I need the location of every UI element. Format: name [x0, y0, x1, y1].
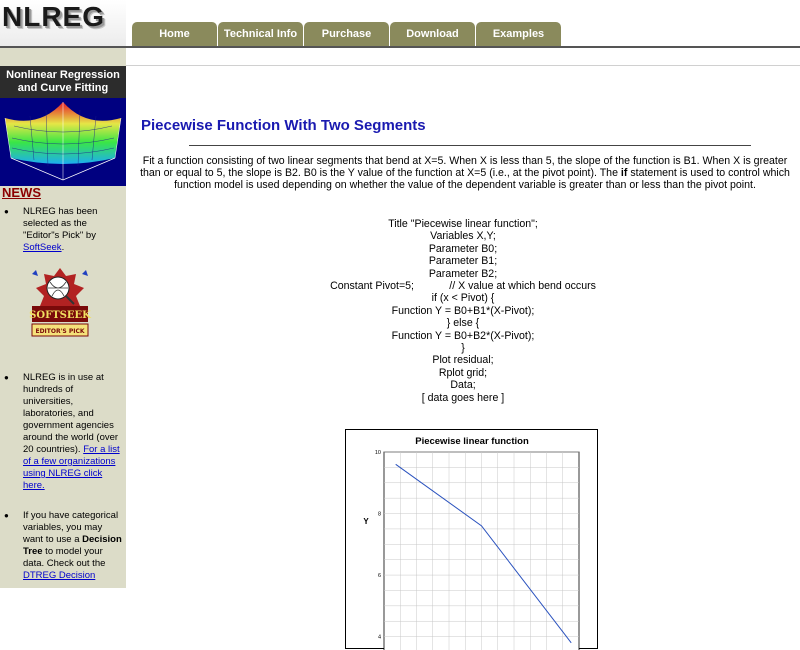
sidebar-title [0, 66, 126, 98]
logo-area [0, 0, 126, 46]
intro-keyword: if [620, 167, 628, 179]
tab-home[interactable]: Home [132, 22, 217, 46]
title-divider [189, 145, 751, 146]
code-line: } else { [446, 317, 480, 330]
news-item-text [23, 510, 123, 582]
logo[interactable]: NLREG [2, 1, 105, 32]
news-text-end: . [61, 242, 65, 253]
page-title: Piecewise Function With Two Segments [141, 117, 426, 134]
sidebar [0, 48, 126, 588]
news-text: If you have categorical variables, you may want to use a [23, 510, 119, 545]
code-line: Parameter B1; [428, 255, 498, 268]
tab-download[interactable]: Download [390, 22, 475, 46]
code-line: Rplot grid; [438, 366, 488, 379]
y-axis-ticks [375, 450, 381, 641]
header [0, 0, 800, 46]
intro-text: Fit a function consisting of two linear segments that bend at X=5. When X is less than 5, the slope of the function is B1. When X is greater than or equal to 5, the slope is B2. B0 is the Y value of the function at X=5 (i.e., at the pivot point). The [140, 155, 788, 179]
news-item-text [23, 372, 123, 492]
main-content [126, 48, 800, 641]
badge-brand-text: SOFTSEEK [29, 310, 91, 321]
code-line: Data; [450, 379, 476, 392]
badge-caption-text: EDITOR'S PICK [35, 328, 85, 335]
code-line: Function Y = B0+B2*(X-Pivot); [391, 329, 535, 342]
code-line: Constant Pivot=5; // X value at which bend occurs [330, 280, 596, 292]
news-text-end: to model your data. Check out the [23, 546, 106, 569]
y-tick-label: 8 [377, 511, 381, 518]
surface-plot-graphic [0, 98, 126, 186]
bullet-icon: ● [4, 373, 9, 382]
y-tick-label: 10 [374, 450, 381, 456]
y-axis-label: Y [363, 517, 369, 526]
code-line: Parameter B2; [428, 267, 498, 280]
news-heading: NEWS [2, 185, 41, 200]
news-text: NLREG is in use at hundreds of universities, laboratories, and government agencies around the world (over 20 countries). [23, 372, 119, 455]
bullet-icon: ● [4, 207, 9, 216]
tab-technical-info[interactable]: Technical Info [218, 22, 303, 46]
content-top-divider [126, 65, 800, 66]
bullet-icon: ● [4, 511, 9, 520]
sidebar-title-line2: and Curve Fitting [17, 82, 109, 94]
chart [345, 429, 598, 649]
code-line: Variables X,Y; [430, 230, 496, 243]
y-tick-label: 6 [377, 573, 381, 580]
tab-purchase[interactable]: Purchase [304, 22, 389, 46]
code-line: Parameter B0; [428, 242, 498, 255]
news-item-text [23, 206, 123, 254]
news-text-bold: Decision Tree [23, 534, 122, 557]
code-line: } [461, 342, 465, 354]
sidebar-title-line1: Nonlinear Regression [6, 69, 120, 81]
y-tick-label: 4 [377, 634, 381, 641]
intro-text-end: statement is used to control which function model is used depending on whether the value of the dependent variable is greater than or less than the pivot point. [174, 167, 790, 191]
code-line: [ data goes here ] [421, 391, 505, 404]
softseek-link[interactable]: SoftSeek [23, 242, 62, 253]
code-line: Plot residual; [432, 354, 494, 367]
tab-examples[interactable]: Examples [476, 22, 561, 46]
intro-paragraph [140, 155, 790, 191]
news-text: NLREG has been selected as the "Editor"s Pick" by [23, 206, 98, 241]
code-line: Title "Piecewise linear function"; [388, 218, 538, 230]
softseek-editors-pick-badge[interactable] [26, 266, 94, 342]
code-line: if (x < Pivot) { [431, 292, 495, 305]
organizations-link[interactable]: For a list of a few organizations using NLREG click here. [23, 444, 120, 491]
chart-title: Piecewise linear function [415, 436, 529, 447]
code-line: Function Y = B0+B1*(X-Pivot); [391, 304, 535, 317]
dtreg-link[interactable]: DTREG Decision [23, 570, 96, 581]
main-nav [132, 22, 562, 46]
